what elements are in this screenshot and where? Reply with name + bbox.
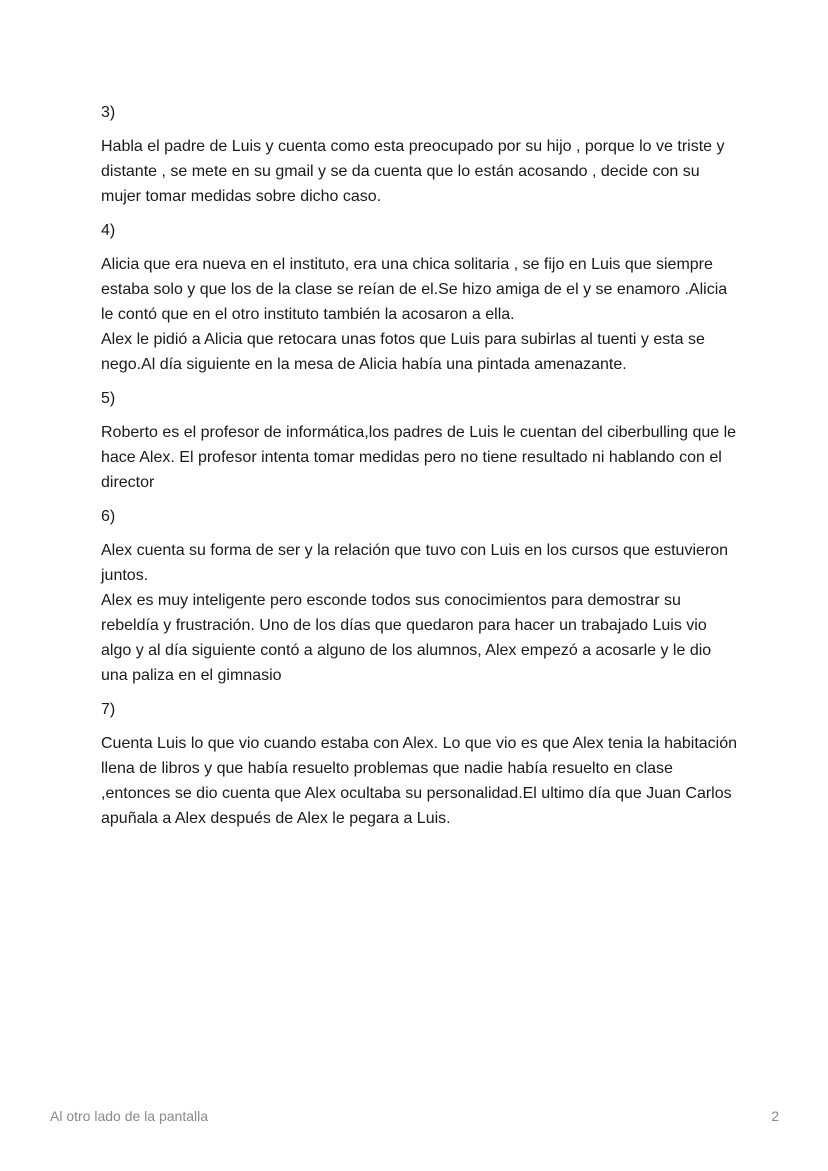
section-number: 6) (101, 508, 116, 525)
section-5 (101, 386, 741, 495)
paragraph: Habla el padre de Luis y cuenta como esta preocupado por su hijo , porque lo ve triste y distante , se mete en su gmail y se da cuenta que lo están acosando , decide con su mujer tomar medidas sobre dicho caso. (101, 138, 725, 205)
paragraph: Alex es muy inteligente pero esconde todos sus conocimientos para demostrar su rebeldía y frustración. Uno de los días que quedaron para hacer un trabajado Luis vio algo y al día siguiente contó a alguno de los alumnos, Alex empezó a acosarle y le dio una paliza en el gimnasio (101, 592, 712, 684)
section-number: 7) (101, 701, 116, 718)
section-4 (101, 218, 741, 377)
section-number: 4) (101, 222, 116, 239)
section-3 (101, 100, 741, 209)
paragraph: Alex cuenta su forma de ser y la relación que tuvo con Luis en los cursos que estuvieron juntos. (101, 542, 729, 584)
paragraph: Roberto es el profesor de informática,los padres de Luis le cuentan del ciberbulling que le hace Alex. El profesor intenta tomar medidas pero no tiene resultado ni hablando con el director (101, 424, 737, 491)
page-number: 2 (771, 1108, 779, 1124)
document-body (101, 100, 741, 840)
paragraph: Alex le pidió a Alicia que retocara unas fotos que Luis para subirlas al tuenti y esta se nego.Al día siguiente en la mesa de Alicia había una pintada amenazante. (101, 331, 705, 373)
paragraph: Alicia que era nueva en el instituto, era una chica solitaria , se fijo en Luis que siempre estaba solo y que los de la clase se reían de el.Se hizo amiga de el y se enamoro .Alicia le contó que en el otro instituto también la acosaron a ella. (101, 256, 728, 323)
section-number: 5) (101, 390, 116, 407)
paragraph: Cuenta Luis lo que vio cuando estaba con Alex. Lo que vio es que Alex tenia la habitación llena de libros y que había resuelto problemas que nadie había resuelto en clase ,entonces se dio cuenta que Alex ocultaba su personalidad.El ultimo día que Juan Carlos apuñala a Alex después de Alex le pegara a Luis. (101, 735, 738, 827)
section-7 (101, 697, 741, 831)
section-6 (101, 504, 741, 688)
section-number: 3) (101, 104, 116, 121)
footer-title: Al otro lado de la pantalla (50, 1108, 208, 1124)
page-footer (50, 1108, 779, 1124)
